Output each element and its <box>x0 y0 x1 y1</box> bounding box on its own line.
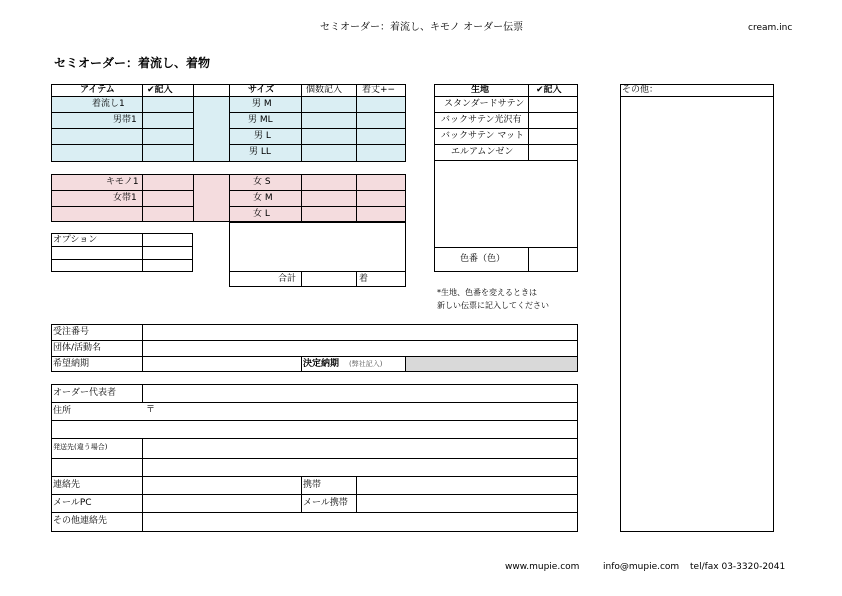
group-name-field[interactable] <box>142 340 578 356</box>
size-header: サイズ <box>248 85 275 95</box>
fabric3-check-cell[interactable] <box>528 128 578 144</box>
total-unit: 着 <box>359 274 369 284</box>
mens-item2-check-cell[interactable] <box>142 112 193 128</box>
order-number-field[interactable] <box>142 324 578 340</box>
size-l-men: 男 L <box>254 131 271 141</box>
fabric-record-header: ✔記入 <box>536 85 562 95</box>
size-l-women: 女 L <box>253 209 270 219</box>
size-s-women: 女 S <box>253 177 271 187</box>
record-header: ✔記入 <box>147 85 173 95</box>
size-m-women: 女 M <box>253 193 273 203</box>
representative-field[interactable] <box>142 384 578 402</box>
size-ml-men: 男 ML <box>248 115 273 125</box>
fabric-amunzen: エルアムンゼン <box>451 147 514 157</box>
page-title: セミオーダー：着流し、着物 <box>54 56 211 70</box>
size-m-count-cell[interactable] <box>301 96 356 112</box>
ship-to-label: 発送先(違う場合) <box>53 443 108 451</box>
length-header: 着丈+− <box>362 85 396 95</box>
fabric-standard-satin: スタンダードサテン <box>444 99 525 109</box>
decided-date-note: (弊社記入) <box>349 360 383 368</box>
other-contact-label: その他連絡先 <box>53 516 108 526</box>
color-number-label: 色番（色） <box>460 254 506 264</box>
mens-item1-check-cell[interactable] <box>142 96 193 112</box>
color-number-cell[interactable] <box>528 247 578 272</box>
other-label: その他： <box>622 85 659 95</box>
email-pc-field[interactable] <box>142 494 301 512</box>
ship-to-field[interactable] <box>142 438 578 476</box>
fabric-back-satin-gloss: バックサテン光沢有 <box>441 115 522 125</box>
size-l-count-cell[interactable] <box>301 128 356 144</box>
size-m-women-count-cell[interactable] <box>301 190 356 206</box>
count-header: 個数記入 <box>306 85 343 95</box>
fabric4-check-cell[interactable] <box>528 144 578 160</box>
fabric-note-line2: 新しい伝票に記入してください <box>437 301 549 310</box>
order-number-label: 受注番号 <box>53 327 90 337</box>
mobile-field[interactable] <box>356 476 578 494</box>
footer-email[interactable]: info@mupie.com <box>603 562 680 572</box>
size-m-men: 男 M <box>252 99 272 109</box>
address-label: 住所 <box>53 406 72 416</box>
email-pc-label: メールPC <box>53 498 92 508</box>
document-title: セミオーダー：着流し、キモノ オーダー伝票 <box>320 22 524 33</box>
contact-label: 連絡先 <box>53 480 81 490</box>
footer-website[interactable]: www.mupie.com <box>505 562 580 572</box>
fabric-header: 生地 <box>471 85 490 95</box>
mobile-label: 携帯 <box>303 480 322 490</box>
desired-date-label: 希望納期 <box>53 359 90 369</box>
email-mobile-label: メール携帯 <box>303 498 348 508</box>
group-name-label: 団体/活動名 <box>53 343 102 353</box>
decided-date-label: 決定納期 <box>303 359 340 369</box>
womens-item-obi: 女帯1 <box>113 193 137 203</box>
other-notes-area[interactable] <box>621 97 773 531</box>
fabric2-check-cell[interactable] <box>528 112 578 128</box>
size-s-count-cell[interactable] <box>301 174 356 190</box>
fabric-back-satin-matte: バックサテン マット <box>441 131 525 141</box>
item-header: アイテム <box>80 85 115 95</box>
size-ml-count-cell[interactable] <box>301 112 356 128</box>
fabric1-check-cell[interactable] <box>528 96 578 112</box>
womens-item-kimono: キモノ1 <box>106 177 139 187</box>
fabric-note-line1: *生地、色番を変えるときは <box>437 288 537 297</box>
desired-date-field[interactable] <box>142 356 301 372</box>
mens-item-kinagashi: 着流し1 <box>92 99 125 109</box>
postal-mark: 〒 <box>146 405 156 415</box>
total-label: 合計 <box>278 274 297 284</box>
contact-field[interactable] <box>142 476 301 494</box>
address-field[interactable] <box>156 402 578 438</box>
footer-phone: tel/fax 03-3320-2041 <box>690 562 786 572</box>
brand-name: cream.inc <box>748 23 793 33</box>
size-ll-men: 男 LL <box>249 147 271 157</box>
email-mobile-field[interactable] <box>356 494 578 512</box>
representative-label: オーダー代表者 <box>53 388 117 398</box>
size-l-women-count-cell[interactable] <box>301 206 356 222</box>
total-count-cell[interactable] <box>301 271 356 287</box>
option-label: オプション <box>53 235 98 245</box>
size-ll-count-cell[interactable] <box>301 144 356 160</box>
other-contact-field[interactable] <box>142 512 578 532</box>
mens-item-obi: 男帯1 <box>113 115 137 125</box>
